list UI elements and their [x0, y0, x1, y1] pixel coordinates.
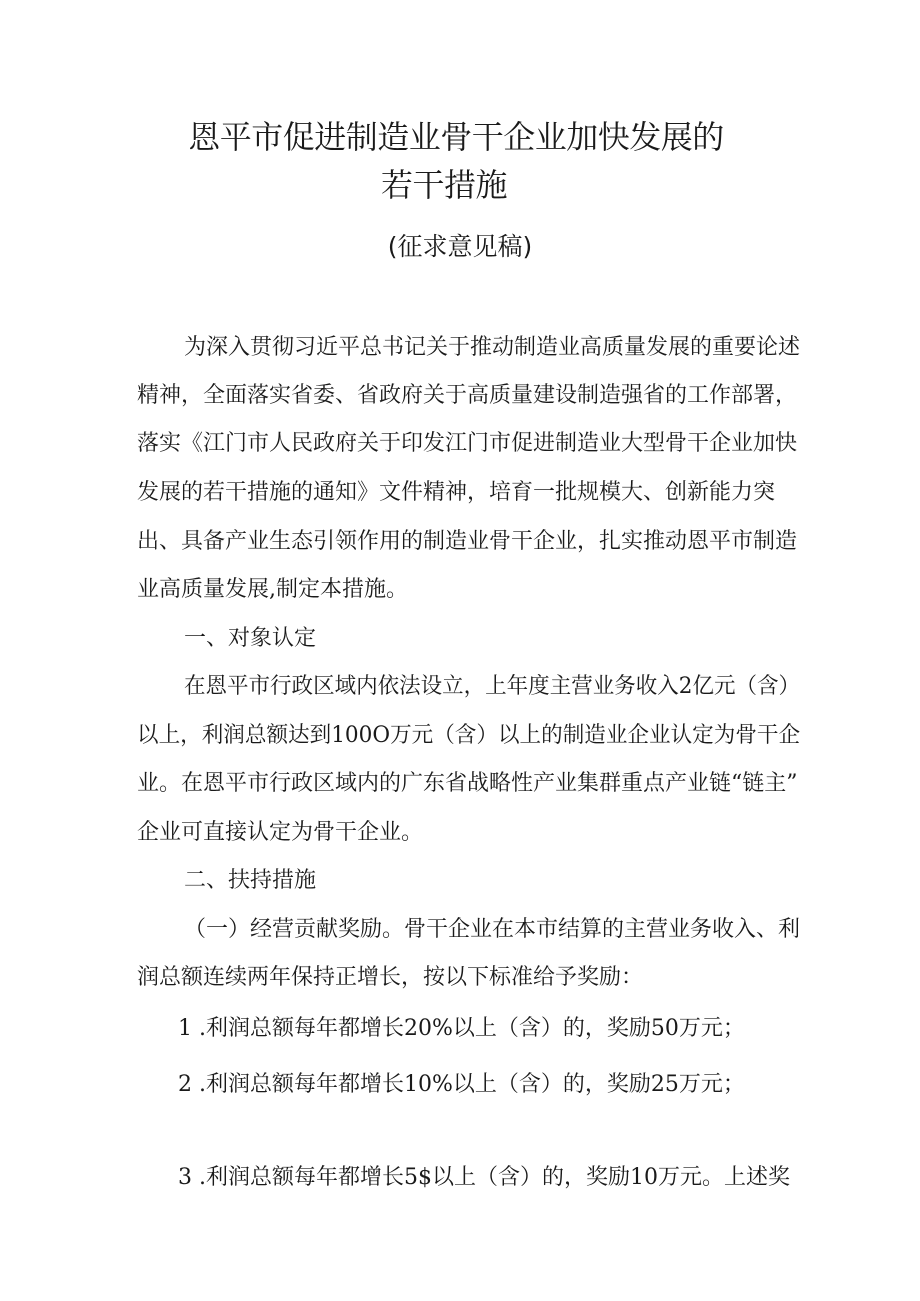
body-paragraph-line: 企业可直接认定为骨干企业。 [137, 820, 424, 845]
section-heading-2: 二、扶持措施 [184, 868, 317, 893]
body-paragraph-line: 以上，利润总额达到100O万元（含）以上的制造业企业认定为骨干企 [137, 723, 801, 748]
section-heading-1: 一、对象认定 [184, 626, 317, 651]
body-paragraph-line: 业。在恩平市行政区域内的广东省战略性产业集群重点产业链“链主” [137, 771, 798, 796]
body-paragraph-line: 润总额连续两年保持正增长，按以下标准给予奖励： [137, 965, 644, 990]
list-item: 1 .利润总额每年都增长20%以上（含）的，奖励50万元； [178, 1016, 745, 1041]
body-paragraph-line: 为深入贯彻习近平总书记关于推动制造业高质量发展的重要论述 [184, 335, 801, 360]
list-item: 3 .利润总额每年都增长5$以上（含）的，奖励10万元。上述奖 [178, 1165, 790, 1190]
document-title-line-2: 若干措施 [380, 166, 507, 204]
document-subtitle: (征求意见稿) [387, 232, 533, 261]
list-item: 2 .利润总额每年都增长10%以上（含）的，奖励25万元； [178, 1072, 745, 1097]
body-paragraph-line: 发展的若干措施的通知》文件精神，培育一批规模大、创新能力突 [137, 480, 776, 505]
body-paragraph-line: 业高质量发展,制定本措施。 [137, 577, 408, 602]
body-paragraph-line: 在恩平市行政区域内依法设立，上年度主营业务收入2亿元（含） [184, 674, 801, 699]
body-paragraph-line: 出、具备产业生态引领作用的制造业骨干企业，扎实推动恩平市制造 [137, 529, 798, 554]
body-paragraph-line: 落实《江门市人民政府关于印发江门市促进制造业大型骨干企业加快 [137, 431, 798, 456]
body-paragraph-line: （一）经营贡献奖励。骨干企业在本市结算的主营业务收入、利 [184, 917, 801, 942]
document-title-line-1: 恩平市促进制造业骨干企业加快发展的 [188, 118, 724, 156]
body-paragraph-line: 精神，全面落实省委、省政府关于高质量建设制造强省的工作部署， [137, 383, 798, 408]
